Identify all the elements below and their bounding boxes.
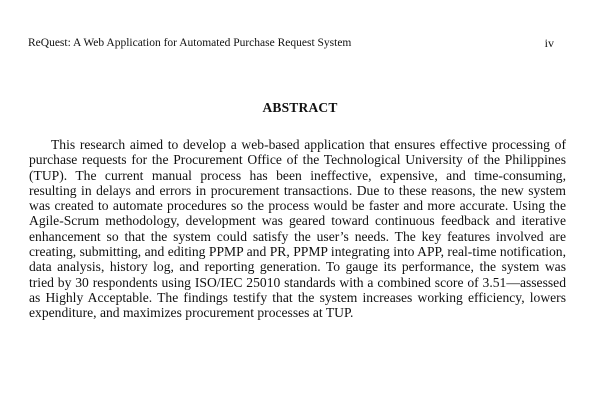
abstract-paragraph: This research aimed to develop a web-based application that ensures effective processing of purchase requests for the Procurement Office of the Technological University of the Philippines (TUP). The current manual process has been ineffective, expensive, and time-consuming, resulting in delays and errors in procurement transactions. Due to these reasons, the new system was created to automate procedures so the process would be faster and more accurate. Using the Agile-Scrum methodology, development was geared toward continuous feedback and iterative enhancement so that the system could satisfy the user’s needs. The key features involved are creating, submitting, and editing PPMP and PR, PPMP integrating into APP, real-time notification, data analysis, history log, and reporting generation. To gauge its performance, the system was tried by 30 respondents using ISO/IEC 25010 standards with a combined score of 3.51—assessed as Highly Acceptable. The findings testify that the system increases working efficiency, lowers expenditure, and maximizes procurement processes at TUP. [29, 137, 566, 321]
page-number: iv [544, 36, 554, 50]
running-header-title: ReQuest: A Web Application for Automated Purchase Request System [28, 37, 352, 49]
abstract-heading: ABSTRACT [262, 100, 338, 115]
